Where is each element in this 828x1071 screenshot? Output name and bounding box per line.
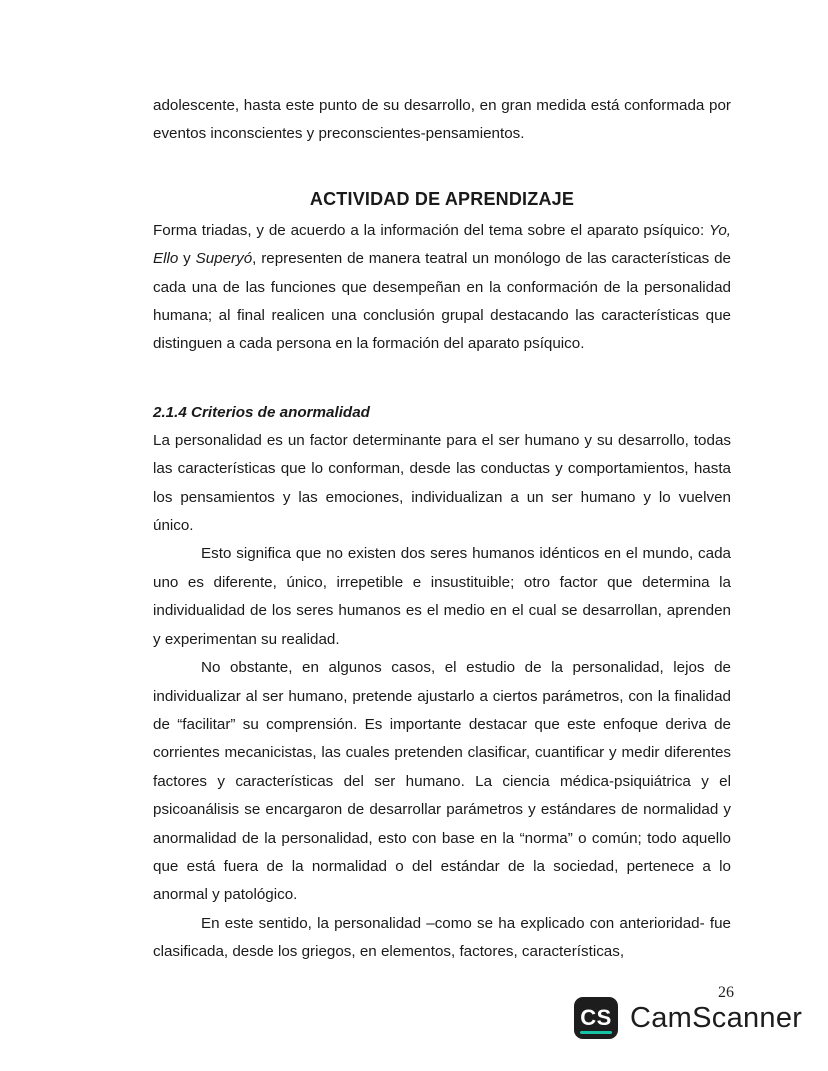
camscanner-logo-icon: CS — [574, 997, 618, 1039]
activity-conjunction: y — [178, 250, 196, 268]
camscanner-brand-text: CamScanner — [630, 1001, 803, 1034]
activity-term-superyo: Superyó — [195, 250, 253, 268]
activity-heading: ACTIVIDAD DE APRENDIZAJE — [309, 188, 575, 209]
camscanner-watermark — [574, 996, 802, 1040]
page-number: 26 — [718, 984, 734, 1001]
section-paragraph-3: No obstante, en algunos casos, el estudio de la personalidad, lejos de individualizar al ser humano, pretende ajustarlo a ciertos parámetros, con la finalidad de “facilitar” su comprensión. Es importante destacar que este enfoque deriva de corrientes mecanicistas, las cuales pretenden clasificar, cuantificar y medir diferentes factores y características del ser humano. La ciencia médica-psiquiátrica y el psicoanálisis se encargaron de desarrollar parámetros y estándares de normalidad y anormalidad de la personalidad, esto con base en la “norma” o común; todo aquello que está fuera de la normalidad o del estándar de la sociedad, pertenece a lo anormal y patológico. — [153, 659, 731, 904]
section-paragraph-4: En este sentido, la personalidad –como se ha explicado con anterioridad- fue clasificada, desde los griegos, en elementos, factores, características, — [153, 914, 731, 961]
activity-text-part2: , representen de manera teatral un monólogo de las características de cada una de las funciones que desempeñan en la conformación de la personalidad humana; al final realicen una conclusión grupal destacando las características que distinguen a cada persona en la formación del aparato psíquico. — [153, 250, 731, 353]
activity-paragraph — [153, 217, 731, 359]
section-heading: 2.1.4 Criterios de anormalidad — [153, 403, 370, 421]
activity-text-part1: Forma triadas, y de acuerdo a la información del tema sobre el aparato psíquico: — [153, 221, 710, 239]
intro-paragraph: adolescente, hasta este punto de su desarrollo, en gran medida está conformada por eventos inconscientes y preconscientes-pensamientos. — [153, 97, 731, 143]
activity-term-yo-ello: Yo, Ello — [153, 221, 731, 268]
section-paragraph-2: Esto significa que no existen dos seres humanos idénticos en el mundo, cada uno es diferente, único, irrepetible e insustituible; otro factor que determina la individualidad de los seres humanos es el medio en el cual se desarrollan, aprenden y experimentan su realidad. — [153, 545, 731, 648]
section-paragraph-1: La personalidad es un factor determinante para el ser humano y su desarrollo, todas las características que lo conforman, desde las conductas y comportamientos, hasta los pensamientos y las emociones, individualizan a un ser humano y lo vuelven único. — [153, 431, 731, 535]
document-page — [153, 92, 731, 967]
